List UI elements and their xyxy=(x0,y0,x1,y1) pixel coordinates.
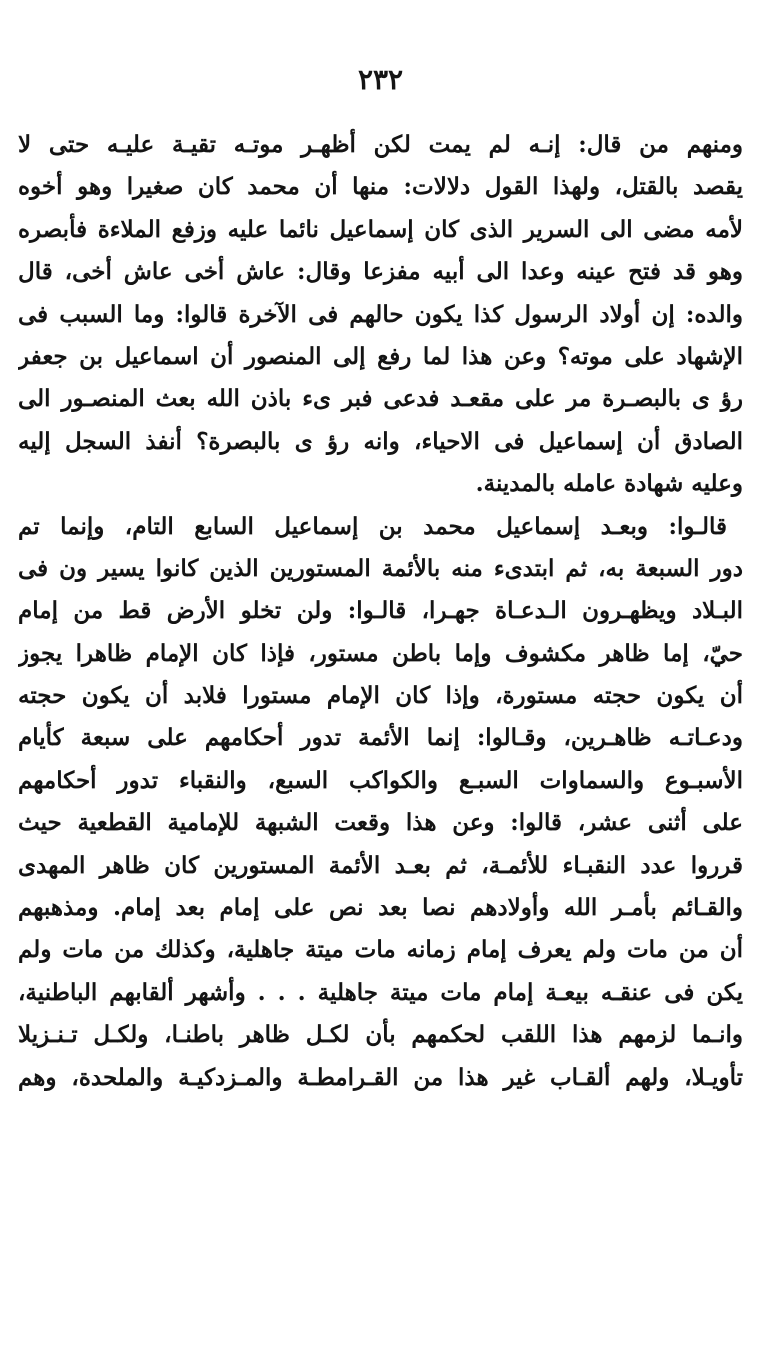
text-line: لأمه مضى الى السرير الذى كان إسماعيل نائما عليه وزفع الملاءة فأبصره xyxy=(18,215,743,243)
text-line: والده: إن أولاد الرسول كذا يكون حالهم فى الآخرة قالوا: وما السبب فى xyxy=(18,300,743,328)
page-number: ٢٣٢ xyxy=(357,63,404,96)
text-line: أن يكون حجته مستورة، وإذا كان الإمام مستورا فلابد أن يكون حجته xyxy=(18,682,743,710)
text-line: دور السبعة به، ثم ابتدىء منه بالأئمة المستورين الذين كانوا يسير ون فى xyxy=(18,554,743,582)
text-line: قرروا عدد النقبـاء للأئمـة، ثم بعـد الأئمة المستورين كان ظاهر المهدى xyxy=(18,851,743,879)
text-line: أن من مات ولم يعرف إمام زمانه مات ميتة جاهلية، وكذلك من مات ولم xyxy=(18,936,743,964)
text-line: وهو قد فتح عينه وعدا الى أبيه مفزعا وقال: عاش أخى عاش أخى، قال xyxy=(18,258,743,286)
text-line: قالـوا: وبعـد إسماعيل محمد بن إسماعيل السابع التام، وإنما تم xyxy=(18,512,727,540)
text-line: رؤ ى بالبصـرة مر على مقعـد فدعى فبر ىء باذن الله بعث المنصـور الى xyxy=(18,385,743,413)
text-line: الصادق أن إسماعيل فى الاحياء، وانه رؤ ى بالبصرة؟ أنفذ السجل إليه xyxy=(18,427,743,455)
text-line: تأويـلا، ولهم ألقـاب غير هذا من القـرامطـة والمـزدكيـة والملحدة، وهم xyxy=(18,1063,743,1091)
text-line: الأسبـوع والسماوات السبـع والكواكب السبع، والنقباء تدور أحكامهم xyxy=(18,766,743,794)
text-line: حيّ، إما ظاهر مكشوف وإما باطن مستور، فإذا كان الإمام ظاهرا يجوز xyxy=(18,639,743,667)
text-line: وانـما لزمهم هذا اللقب لحكمهم بأن لكـل ظاهر باطنـا، ولكـل تـنـزيلا xyxy=(18,1021,743,1049)
text-line: على أثنى عشر، قالوا: وعن هذا وقعت الشبهة للإمامية القطعية حيث xyxy=(18,809,743,837)
text-line: الإشهاد على موته؟ وعن هذا لما رفع إلى المنصور أن اسماعيل بن جعفر xyxy=(18,342,743,370)
text-line: يقصد بالقتل، ولهذا القول دلالات: منها أن محمد كان صغيرا وهو أخوه xyxy=(18,173,743,201)
text-line: البـلاد ويظهـرون الـدعـاة جهـرا، قالـوا: ولن تخلو الأرض قط من إمام xyxy=(18,597,743,625)
text-line: والقـائم بأمـر الله وأولادهم نصا بعد نص على إمام بعد إمام. ومذهبهم xyxy=(18,894,743,922)
text-line: ودعـاتـه ظاهـرين، وقـالوا: إنما الأئمة تدور أحكامهم على سبعة كأيام xyxy=(18,724,743,752)
text-line: ومنهم من قال: إنـه لم يمت لكن أظهـر موتـه تقيـة عليـه حتى لا xyxy=(18,131,743,158)
body-text xyxy=(18,124,743,1099)
text-line: يكن فى عنقـه بيعـة إمام مات ميتة جاهلية . . . وأشهر ألقابهم الباطنية، xyxy=(18,978,743,1006)
text-line: وعليه شهادة عامله بالمدينة. xyxy=(475,470,743,498)
